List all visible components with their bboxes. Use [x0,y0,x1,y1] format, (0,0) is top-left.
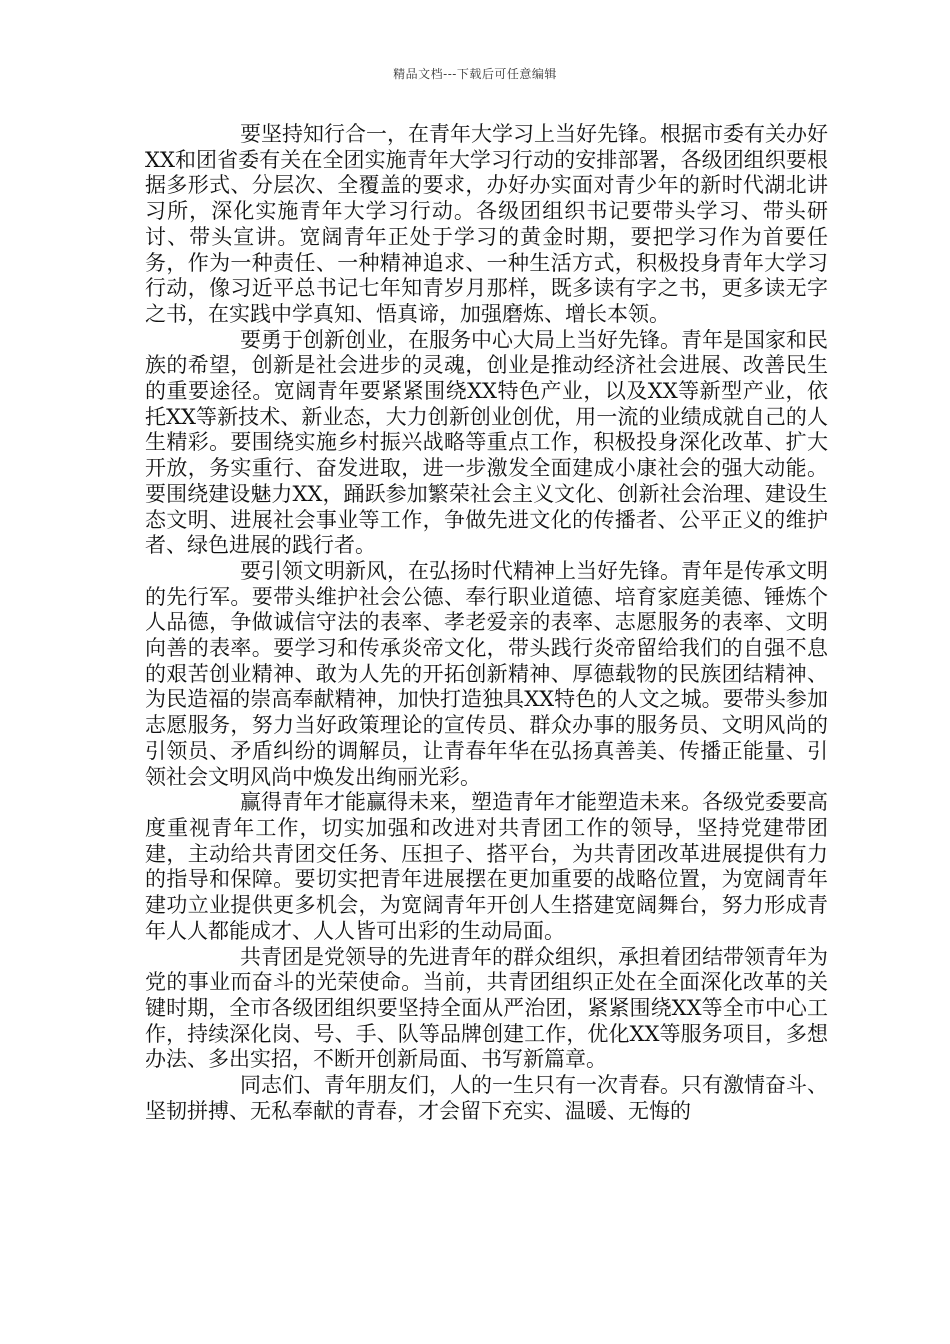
paragraph-4: 赢得青年才能赢得未来，塑造青年才能塑造未来。各级党委要高度重视青年工作，切实加强和改进对共青团工作的领导，坚持党建带团建，主动给共青团交任务、压担子、搭平台，为共青团改革进展提供有力的指导和保障。要切实把青年进展摆在更加重要的战略位置，为宽阔青年建功立业提供更多机会，为宽阔青年开创人生搭建宽阔舞台，努力形成青年人人都能成才、人人皆可出彩的生动局面。 [145,790,828,943]
paragraph-2: 要勇于创新创业，在服务中心大局上当好先锋。青年是国家和民族的希望，创新是社会进步的灵魂，创业是推动经济社会进展、改善民生的重要途径。宽阔青年要紧紧围绕XX特色产业，以及XX等新型产业，依托XX等新技术、新业态，大力创新创业创优，用一流的业绩成就自己的人生精彩。要围绕实施乡村振兴战略等重点工作，积极投身深化改革、扩大开放，务实重行、奋发进取，进一步激发全面建成小康社会的强大动能。要围绕建设魅力XX，踊跃参加繁荣社会主义文化、创新社会治理、建设生态文明、进展社会事业等工作，争做先进文化的传播者、公平正义的维护者、绿色进展的践行者。 [145,327,828,558]
page-header: 精品文档---下载后可任意编辑 [393,67,557,81]
paragraph-5: 共青团是党领导的先进青年的群众组织，承担着团结带领青年为党的事业而奋斗的光荣使命。当前，共青团组织正处在全面深化改革的关键时期，全市各级团组织要坚持全面从严治团，紧紧围绕XX等全市中心工作，持续深化岗、号、手、队等品牌创建工作，优化XX等服务项目，多想办法、多出实招，不断开创新局面、书写新篇章。 [145,944,828,1072]
paragraph-3: 要引领文明新风，在弘扬时代精神上当好先锋。青年是传承文明的先行军。要带头维护社会公德、奉行职业道德、培育家庭美德、锤炼个人品德，争做诚信守法的表率、孝老爱亲的表率、志愿服务的表率、文明向善的表率。要学习和传承炎帝文化，带头践行炎帝留给我们的自强不息的艰苦创业精神、敢为人先的开拓创新精神、厚德载物的民族团结精神、为民造福的崇高奉献精神，加快打造独具XX特色的人文之城。要带头参加志愿服务，努力当好政策理论的宣传员、群众办事的服务员、文明风尚的引领员、矛盾纠纷的调解员，让青春年华在弘扬真善美、传播正能量、引领社会文明风尚中焕发出绚丽光彩。 [145,558,828,789]
paragraph-6: 同志们、青年朋友们，人的一生只有一次青春。只有激情奋斗、坚韧拼搏、无私奉献的青春，才会留下充实、温暖、无悔的 [145,1073,828,1123]
body-text [145,122,828,1124]
paragraph-1: 要坚持知行合一，在青年大学习上当好先锋。根据市委有关办好XX和团省委有关在全团实施青年大学习行动的安排部署，各级团组织要根据多形式、分层次、全覆盖的要求，办好办实面对青少年的新时代湖北讲习所，深化实施青年大学习行动。各级团组织书记要带头学习、带头研讨、带头宣讲。宽阔青年正处于学习的黄金时期，要把学习作为首要任务，作为一种责任、一种精神追求、一种生活方式，积极投身青年大学习行动，像习近平总书记七年知青岁月那样，既多读有字之书，更多读无字之书，在实践中学真知、悟真谛，加强磨炼、增长本领。 [145,122,828,326]
